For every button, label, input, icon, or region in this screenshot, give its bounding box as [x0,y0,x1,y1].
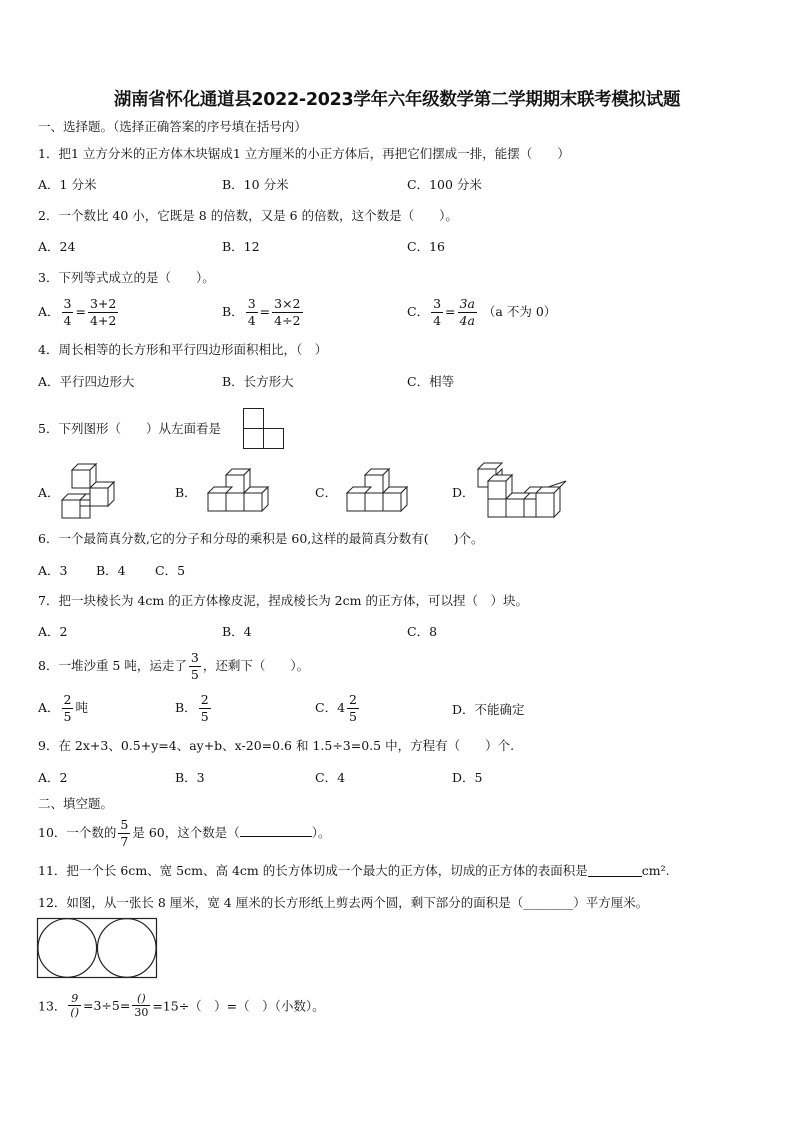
q9-option-c: C．4 [315,770,346,785]
q7-option-a: A．2 [38,624,68,639]
q7-option-b: B．4 [222,624,252,639]
q4-option-c: C．相等 [407,374,455,389]
question-3: 3．下列等式成立的是（ ）。 [38,270,215,285]
q6-option-b: B．4 [96,563,126,578]
question-7: 7．把一块棱长为 4cm 的正方体橡皮泥，捏成棱长为 2cm 的正方体，可以捏（ ）块。 [38,593,528,608]
q1-option-b: B．10 分米 [222,177,289,192]
q8-option-c: C．4 $\frac{2}{5}$ [315,692,357,724]
q2-option-a: A．24 [38,239,76,254]
q9-option-b: B．3 [175,770,205,785]
question-10: 10．一个数的 $\frac{5}{7}$ 是 60，这个数是（ ）。 [38,817,331,849]
q6-option-a: A．3 [38,563,68,578]
question-12: 12．如图，从一张长 8 厘米，宽 4 厘米的长方形纸上剪去两个圆，剩下部分的面积是（________）平方厘米。 [38,895,649,910]
cube-figure-c [343,467,417,519]
cube-figure-a [60,463,120,519]
q8-option-a: A． $\frac{2}{5}$ 吨 [38,692,88,724]
page-title: 湖南省怀化通道县2022-2023学年六年级数学第二学期期末联考模拟试题 [113,90,681,110]
q11-answer-blank[interactable] [588,862,642,877]
q4-option-b: B．长方形大 [222,374,294,389]
section-heading-fill: 二、填空题。 [38,796,114,811]
q8-option-d: D．不能确定 [452,702,525,717]
q10-answer-blank[interactable] [240,836,312,837]
q9-option-a: A．2 [38,770,68,785]
q8-option-b: B． $\frac{2}{5}$ [175,692,209,724]
question-5: 5．下列图形（ ）从左面看是 [38,421,221,436]
question-1: 1．把1 立方分米的正方体木块锯成1 立方厘米的小正方体后，再把它们摆成一排，能摆（ ） [38,146,570,161]
q2-option-b: B．12 [222,239,260,254]
q9-option-d: D．5 [452,770,483,785]
q5-option-a: A． [38,485,60,500]
cube-figure-d [474,461,570,521]
q2-option-c: C．16 [407,239,445,254]
rectangle-two-circles-figure [37,918,159,980]
q5-option-d: D． [452,485,475,500]
q1-option-c: C．100 分米 [407,177,482,192]
question-8: 8．一堆沙重 5 吨，运走了 $\frac{3}{5}$ ，还剩下（ ）。 [38,650,310,682]
q5-option-b: B． [175,485,197,500]
question-2: 2．一个数比 40 小，它既是 8 的倍数，又是 6 的倍数，这个数是（ ）。 [38,208,458,223]
cube-figure-b [204,467,278,519]
q7-option-c: C．8 [407,624,438,639]
question-9: 9．在 2x+3、0.5+y=4、ay+b、x-20=0.6 和 1.5÷3=0.5 中，方程有（ ）个. [38,738,515,753]
q4-option-a: A．平行四边形大 [38,374,135,389]
q3-option-b: B． $\frac{3}{4}$ = $\frac{3\times 2}{4\div 2}$ [222,296,301,328]
q6-option-c: C．5 [155,563,186,578]
question-4: 4．周长相等的长方形和平行四边形面积相比，（ ） [38,342,328,357]
question-11: 11．把一个长 6cm、宽 5cm、高 4cm 的长方体切成一个最大的正方体，切成的正方体的表面积是 cm². [38,863,670,878]
q5-option-c: C． [315,485,338,500]
left-view-figure [243,408,285,452]
q1-option-a: A．1 分米 [38,177,97,192]
q3-option-c: C． $\frac{3}{4}$ = $\frac{3a}{4a}$ （a 不为 0） [407,296,557,328]
section-heading-choice: 一、选择题。（选择正确答案的序号填在括号内） [38,119,307,134]
q3-option-a: A． $\frac{3}{4}$ = $\frac{3+2}{4+2}$ [38,296,117,328]
question-6: 6．一个最简真分数,它的分子和分母的乘积是 60,这样的最简真分数有( )个。 [38,531,484,546]
question-13: 13． $\frac{9}{()}$ =3÷5= $\frac{()}{30}$ =15÷（ ）=（ ）（小数）。 [38,992,325,1019]
